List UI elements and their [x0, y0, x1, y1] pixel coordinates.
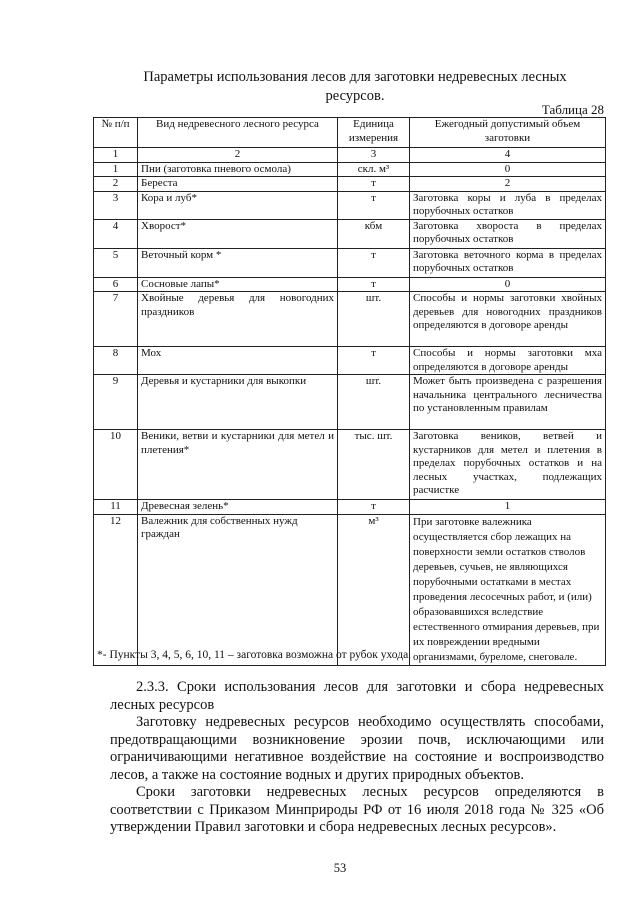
row-unit: шт.: [338, 375, 410, 430]
table-row: [94, 430, 606, 500]
table-row: [94, 219, 606, 248]
row-resource: Береста: [138, 177, 338, 192]
row-resource: Деревья и кустарники для выкопки: [138, 375, 338, 430]
row-volume: 0: [410, 162, 606, 177]
header-unit: Единица измерения: [338, 118, 410, 148]
row-volume: Заготовка веников, ветвей и кустарников для метел и плетения в пределах порубочных остатков и на лесных участках, подлежащих расчистке: [410, 430, 606, 500]
row-unit: кбм: [338, 219, 410, 248]
table-row: [94, 500, 606, 515]
row-volume: Заготовка хвороста в пределах порубочных остатков: [410, 219, 606, 248]
row-volume: Способы и нормы заготовки мха определяются в договоре аренды: [410, 347, 606, 375]
column-number-row: [94, 148, 606, 163]
row-volume: При заготовке валежника осуществляется сбор лежащих на поверхности земли остатков стволов деревьев, сучьев, не являющихся порубочными остатками в местах проведения лесосечных работ, и (или) образовавшихся вследствие естественного отмирания деревьев, при их повреждении вредными организмами, буреломе, снеговале.: [410, 514, 606, 665]
column-number: 4: [410, 148, 606, 163]
parameters-table: [93, 117, 606, 666]
row-num: 6: [94, 277, 138, 292]
row-resource: Кора и луб*: [138, 191, 338, 219]
row-num: 10: [94, 430, 138, 500]
row-unit: т: [338, 248, 410, 277]
row-unit: т: [338, 500, 410, 515]
row-num: 9: [94, 375, 138, 430]
page-title: Параметры использования лесов для заготовки недревесных лесных ресурсов.: [143, 69, 567, 104]
row-unit: м³: [338, 514, 410, 665]
table-row: [94, 248, 606, 277]
row-unit: т: [338, 177, 410, 192]
row-num: 5: [94, 248, 138, 277]
row-volume: 1: [410, 500, 606, 515]
header-num: № п/п: [94, 118, 138, 148]
section-text: [110, 679, 604, 837]
row-volume: Может быть произведена с разрешения начальника центрального лесничества по установленным правилам: [410, 375, 606, 430]
table-footnote: *- Пункты 3, 4, 5, 6, 10, 11 – заготовка возможна от рубок ухода.: [97, 649, 412, 661]
row-resource: Сосновые лапы*: [138, 277, 338, 292]
row-num: 1: [94, 162, 138, 177]
header-volume: Ежегодный допустимый объем заготовки: [410, 118, 606, 148]
section-heading: 2.3.3. Сроки использования лесов для заготовки и сбора недревесных лесных ресурсов: [110, 679, 604, 713]
row-unit: шт.: [338, 292, 410, 347]
row-volume: Способы и нормы заготовки хвойных деревьев для новогодних праздников определяются в договоре аренды: [410, 292, 606, 347]
row-resource: Веники, ветви и кустарники для метел и плетения*: [138, 430, 338, 500]
row-unit: скл. м³: [338, 162, 410, 177]
row-resource: Мох: [138, 347, 338, 375]
row-num: 8: [94, 347, 138, 375]
column-number: 3: [338, 148, 410, 163]
column-number: 1: [94, 148, 138, 163]
row-volume: Заготовка веточного корма в пределах порубочных остатков: [410, 248, 606, 277]
row-unit: тыс. шт.: [338, 430, 410, 500]
row-num: 12: [94, 514, 138, 665]
table-row: [94, 177, 606, 192]
row-volume: Заготовка коры и луба в пределах порубочных остатков: [410, 191, 606, 219]
row-resource: Пни (заготовка пневого осмола): [138, 162, 338, 177]
table-row: [94, 162, 606, 177]
row-num: 2: [94, 177, 138, 192]
table-header-row: [94, 118, 606, 148]
table-row: [94, 375, 606, 430]
row-resource: Хвойные деревья для новогодних праздников: [138, 292, 338, 347]
row-num: 4: [94, 219, 138, 248]
row-num: 11: [94, 500, 138, 515]
table-row: [94, 191, 606, 219]
row-unit: т: [338, 191, 410, 219]
page-number: 53: [333, 861, 347, 875]
row-unit: т: [338, 277, 410, 292]
table-row: [94, 514, 606, 665]
row-resource: Веточный корм *: [138, 248, 338, 277]
table-row: [94, 277, 606, 292]
row-unit: т: [338, 347, 410, 375]
row-resource: Древесная зелень*: [138, 500, 338, 515]
paragraph: Заготовку недревесных ресурсов необходимо осуществлять способами, предотвращающими возникновение эрозии почв, исключающими или ограничивающими негативное воздействие на состояние и воспроизводство лесов, а также на состояние водных и других природных объектов.: [110, 714, 604, 783]
column-number: 2: [138, 148, 338, 163]
paragraph: Сроки заготовки недревесных лесных ресурсов определяются в соответствии с Приказом Минприроды РФ от 16 июля 2018 года № 325 «Об утверждении Правил заготовки и сбора недревесных лесных ресурсов».: [110, 784, 604, 835]
row-num: 7: [94, 292, 138, 347]
row-resource: Хворост*: [138, 219, 338, 248]
row-volume: 0: [410, 277, 606, 292]
table-row: [94, 347, 606, 375]
row-num: 3: [94, 191, 138, 219]
table-label: Таблица 28: [541, 102, 604, 117]
table-row: [94, 292, 606, 347]
header-resource: Вид недревесного лесного ресурса: [138, 118, 338, 148]
row-volume: 2: [410, 177, 606, 192]
row-resource: Валежник для собственных нужд граждан: [138, 514, 338, 665]
